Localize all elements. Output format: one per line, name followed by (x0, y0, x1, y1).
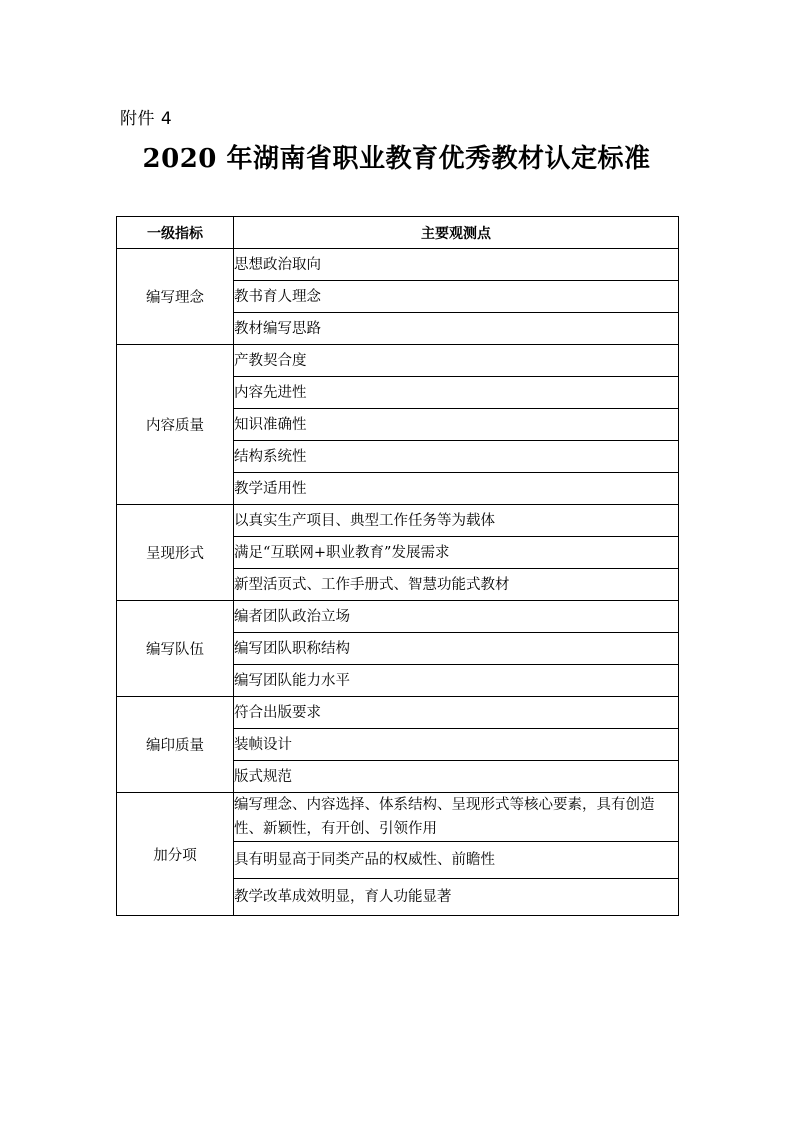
point-cell: 版式规范 (234, 761, 679, 793)
table-header-row (117, 217, 679, 249)
category-cell: 加分项 (117, 793, 234, 916)
point-cell: 思想政治取向 (234, 249, 679, 281)
table-row (117, 345, 679, 377)
table-row (117, 697, 679, 729)
document-title: 2020 年湖南省职业教育优秀教材认定标准 (142, 144, 651, 174)
header-observation-points: 主要观测点 (234, 217, 679, 249)
point-cell: 教材编写思路 (234, 313, 679, 345)
table-row (117, 249, 679, 281)
point-cell: 装帧设计 (234, 729, 679, 761)
attachment-label: 附件 4 (120, 109, 173, 129)
point-cell: 知识准确性 (234, 409, 679, 441)
point-cell: 编写团队能力水平 (234, 665, 679, 697)
category-cell: 内容质量 (117, 345, 234, 505)
point-cell: 编写理念、内容选择、体系结构、呈现形式等核心要素，具有创造性、新颖性，有开创、引领作用 (234, 793, 679, 842)
point-cell: 符合出版要求 (234, 697, 679, 729)
point-cell: 以真实生产项目、典型工作任务等为载体 (234, 505, 679, 537)
table-row (117, 793, 679, 842)
table-row (117, 505, 679, 537)
category-cell: 呈现形式 (117, 505, 234, 601)
point-cell: 产教契合度 (234, 345, 679, 377)
point-cell: 教学改革成效明显，育人功能显著 (234, 879, 679, 916)
point-cell: 编写团队职称结构 (234, 633, 679, 665)
header-primary-indicator: 一级指标 (117, 217, 234, 249)
table-row (117, 601, 679, 633)
standards-table (116, 216, 679, 916)
category-cell: 编印质量 (117, 697, 234, 793)
point-cell: 结构系统性 (234, 441, 679, 473)
point-cell: 具有明显高于同类产品的权威性、前瞻性 (234, 842, 679, 879)
point-cell: 内容先进性 (234, 377, 679, 409)
point-cell: 新型活页式、工作手册式、智慧功能式教材 (234, 569, 679, 601)
point-cell: 教书育人理念 (234, 281, 679, 313)
category-cell: 编写理念 (117, 249, 234, 345)
category-cell: 编写队伍 (117, 601, 234, 697)
point-cell: 教学适用性 (234, 473, 679, 505)
point-cell: 编者团队政治立场 (234, 601, 679, 633)
point-cell: 满足“互联网+职业教育”发展需求 (234, 537, 679, 569)
